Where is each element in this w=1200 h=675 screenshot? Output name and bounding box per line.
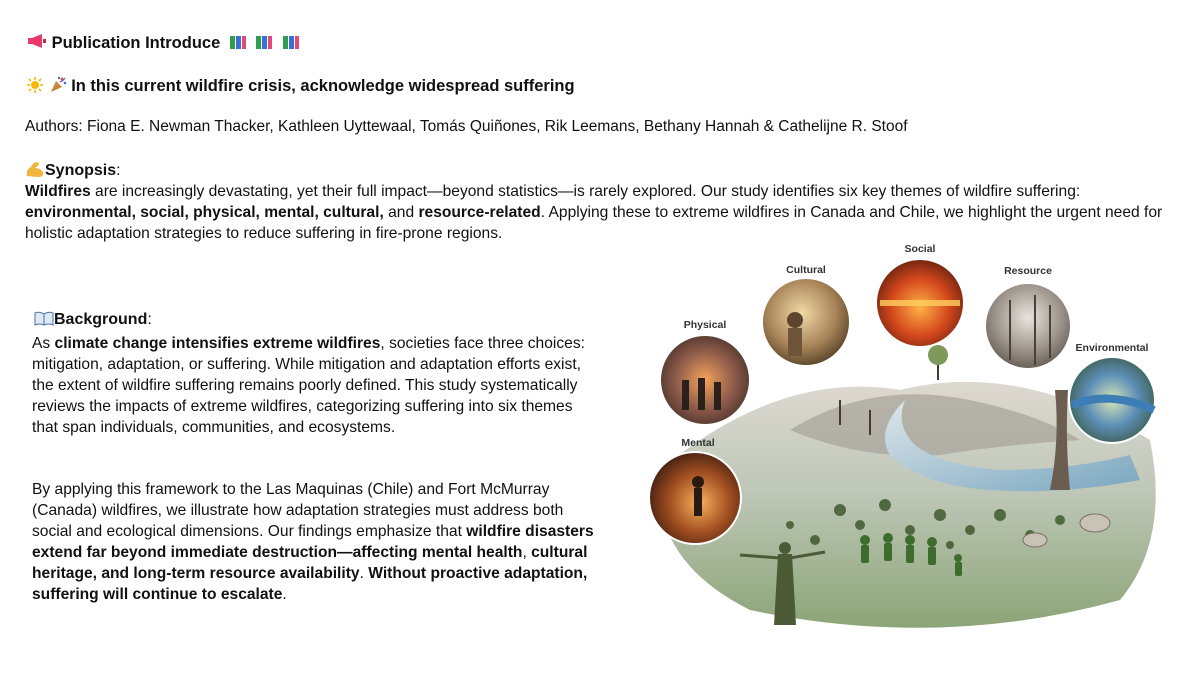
label-environmental: Environmental — [1075, 342, 1149, 354]
subtitle — [27, 76, 575, 96]
theme-social — [876, 243, 964, 347]
megaphone-icon — [27, 34, 47, 48]
party-popper-icon — [50, 76, 67, 93]
publication-title — [27, 34, 300, 53]
background-label: Background — [54, 311, 148, 328]
synopsis-heading: Synopsis: — [25, 160, 121, 180]
background-paragraph-1: As climate change intensifies extreme wildfires, societies face three choices: mitigation, adaptation, or suffering. While mitigation and adaptation efforts exist, the extent of wildfire suffering remains poorly defined. This study systematically reviews the impacts of extreme wildfires, categorizing suffering into six themes that span individuals, communities, and ecosystems. — [32, 335, 585, 436]
background-paragraph-2: By applying this framework to the Las Maquinas (Chile) and Fort McMurray (Canada) wildfires, we illustrate how adaptation strategies must address both social and ecological dimensions. Our findings emphasize that wildfire disasters extend far beyond immediate destruction—affecting mental health, cultural heritage, and long-term resource availability. Without proactive adaptation, suffering will continue to escalate. — [32, 481, 594, 603]
label-mental: Mental — [681, 437, 715, 449]
books-icon — [282, 35, 300, 50]
sun-icon — [27, 77, 43, 93]
books-icon — [229, 35, 247, 50]
title-text: Publication Introduce — [51, 34, 221, 52]
label-physical: Physical — [683, 319, 727, 331]
flexed-biceps-icon — [25, 160, 45, 178]
books-icon — [255, 35, 273, 50]
label-social: Social — [904, 243, 936, 255]
background-heading: Background: — [34, 311, 152, 329]
open-book-icon — [34, 311, 54, 326]
wildfire-suffering-illustration — [640, 240, 1175, 645]
theme-cultural — [762, 264, 850, 366]
label-resource: Resource — [1004, 265, 1052, 277]
label-cultural: Cultural — [786, 264, 826, 276]
synopsis-text: Wildfires are increasingly devastating, yet their full impact—beyond statistics—is rarely explored. Our study identifies six key themes of wildfire suffering: environmental, social, physical, mental, cultural, and resource-related. Applying these to extreme wildfires in Canada and Chile, we highlight the urgent need for holistic adaptation strategies to reduce suffering in fire-prone regions. — [25, 183, 1163, 242]
subtitle-text: In this current wildfire crisis, acknowledge widespread suffering — [71, 77, 575, 95]
theme-resource — [985, 265, 1071, 369]
theme-physical — [660, 319, 750, 425]
synopsis-label: Synopsis — [45, 162, 117, 179]
theme-environmental — [1069, 342, 1155, 443]
authors-line: Authors: Fiona E. Newman Thacker, Kathleen Uyttewaal, Tomás Quiñones, Rik Leemans, Bethany Hannah & Cathelijne R. Stoof — [25, 118, 908, 135]
